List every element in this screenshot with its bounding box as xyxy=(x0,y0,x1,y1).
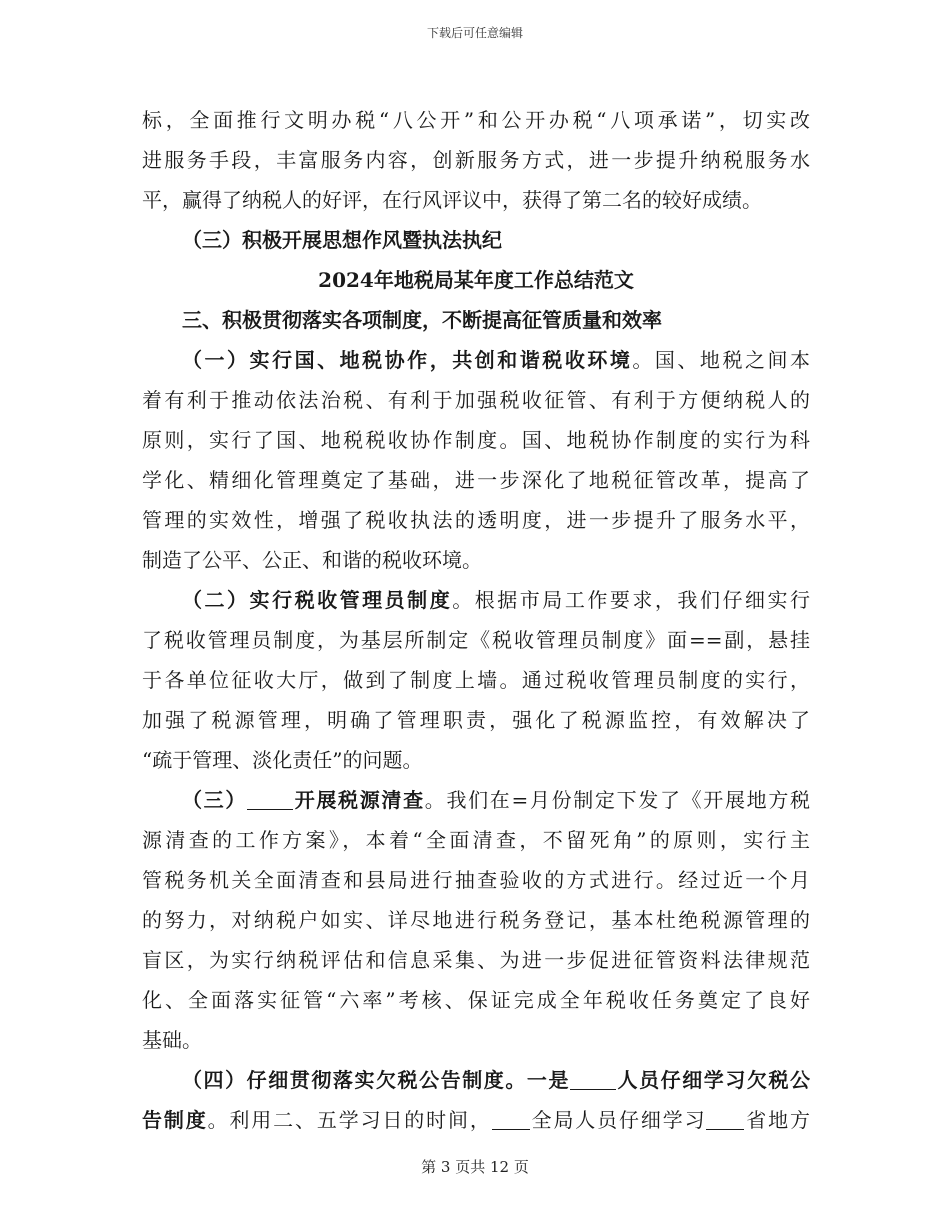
text-line: 管税务机关全面清查和县局进行抽查验收的方式进行。经过近一个月 xyxy=(142,868,810,892)
document-body xyxy=(142,100,810,1140)
paragraph-heading: 告制度 xyxy=(142,1108,208,1132)
text-line: 进服务手段，丰富服务内容，创新服务方式，进一步提升纳税服务水 xyxy=(142,148,810,172)
text-line: 管理的实效性，增强了税收执法的透明度，进一步提升了服务水平， xyxy=(142,508,810,532)
paragraph-line xyxy=(142,1060,810,1100)
blank-underline xyxy=(247,787,293,810)
paragraph-text: 。利用二、五学习日的时间， xyxy=(207,1108,492,1132)
text-line: 了税收管理员制度，为基层所制定《税收管理员制度》面==副，悬挂 xyxy=(142,628,810,652)
paragraph-line xyxy=(142,1100,810,1140)
blank-underline xyxy=(570,1067,616,1090)
text-line: 平，赢得了纳税人的好评，在行风评议中，获得了第二名的较好成绩。 xyxy=(142,188,762,212)
text-line: 源清查的工作方案》，本着“全面清查，不留死角”的原则，实行主 xyxy=(142,828,810,852)
paragraph-heading: （二）实行税收管理员制度 xyxy=(182,588,453,612)
paragraph-line xyxy=(142,580,810,620)
paragraph-line xyxy=(142,340,810,380)
paragraph-text: 省地方 xyxy=(744,1108,810,1132)
text-line: 原则，实行了国、地税税收协作制度。国、地税协作制度的实行为科 xyxy=(142,428,810,452)
text-line: 化、全面落实征管“六率”考核、保证完成全年税收任务奠定了良好 xyxy=(142,988,810,1012)
paragraph-text: 全局人员仔细学习 xyxy=(529,1108,707,1132)
page-header: 下载后可任意编辑 xyxy=(426,26,523,40)
blank-underline xyxy=(706,1107,744,1130)
blank-underline xyxy=(492,1107,530,1130)
text-line: 的努力，对纳税户如实、详尽地进行税务登记，基本杜绝税源管理的 xyxy=(142,908,810,932)
section-heading: 三、积极贯彻落实各项制度，不断提高征管质量和效率 xyxy=(182,308,662,332)
text-line: 标，全面推行文明办税“八公开”和公开办税“八项承诺”，切实改 xyxy=(142,108,810,132)
text-line: 学化、精细化管理奠定了基础，进一步深化了地税征管改革，提高了 xyxy=(142,468,810,492)
paragraph-heading: （三） xyxy=(182,788,248,812)
paragraph-text: 。国、地税之间本 xyxy=(632,348,810,372)
page-footer: 第 3 页共 12 页 xyxy=(421,1158,529,1176)
text-line: 基础。 xyxy=(142,1028,202,1052)
text-line: 着有利于推动依法治税、有利于加强税收征管、有利于方便纳税人的 xyxy=(142,388,810,412)
paragraph-line xyxy=(142,780,810,820)
text-line: 制造了公平、公正、和谐的税收环境。 xyxy=(142,548,482,572)
text-line: “疏于管理、淡化责任”的问题。 xyxy=(142,748,423,772)
text-line: 于各单位征收大厅，做到了制度上墙。通过税收管理员制度的实行， xyxy=(142,668,810,692)
text-line: 加强了税源管理，明确了管理职责，强化了税源监控，有效解决了 xyxy=(142,708,810,732)
subheading: （三）积极开展思想作风暨执法执纪 xyxy=(182,228,502,252)
paragraph-heading: 开展税源清查 xyxy=(293,788,425,812)
paragraph-heading: （一）实行国、地税协作，共创和谐税收环境 xyxy=(182,348,633,372)
paragraph-text: 。我们在=月份制定下发了《开展地方税 xyxy=(424,788,810,812)
text-line: 盲区，为实行纳税评估和信息采集、为进一步促进征管资料法律规范 xyxy=(142,948,810,972)
paragraph-heading: （四）仔细贯彻落实欠税公告制度。一是 xyxy=(182,1068,570,1092)
paragraph-text: 。根据市局工作要求，我们仔细实行 xyxy=(452,588,810,612)
paragraph-heading: 人员仔细学习欠税公 xyxy=(616,1068,810,1092)
document-title: 2024年地税局某年度工作总结范文 xyxy=(318,268,634,292)
